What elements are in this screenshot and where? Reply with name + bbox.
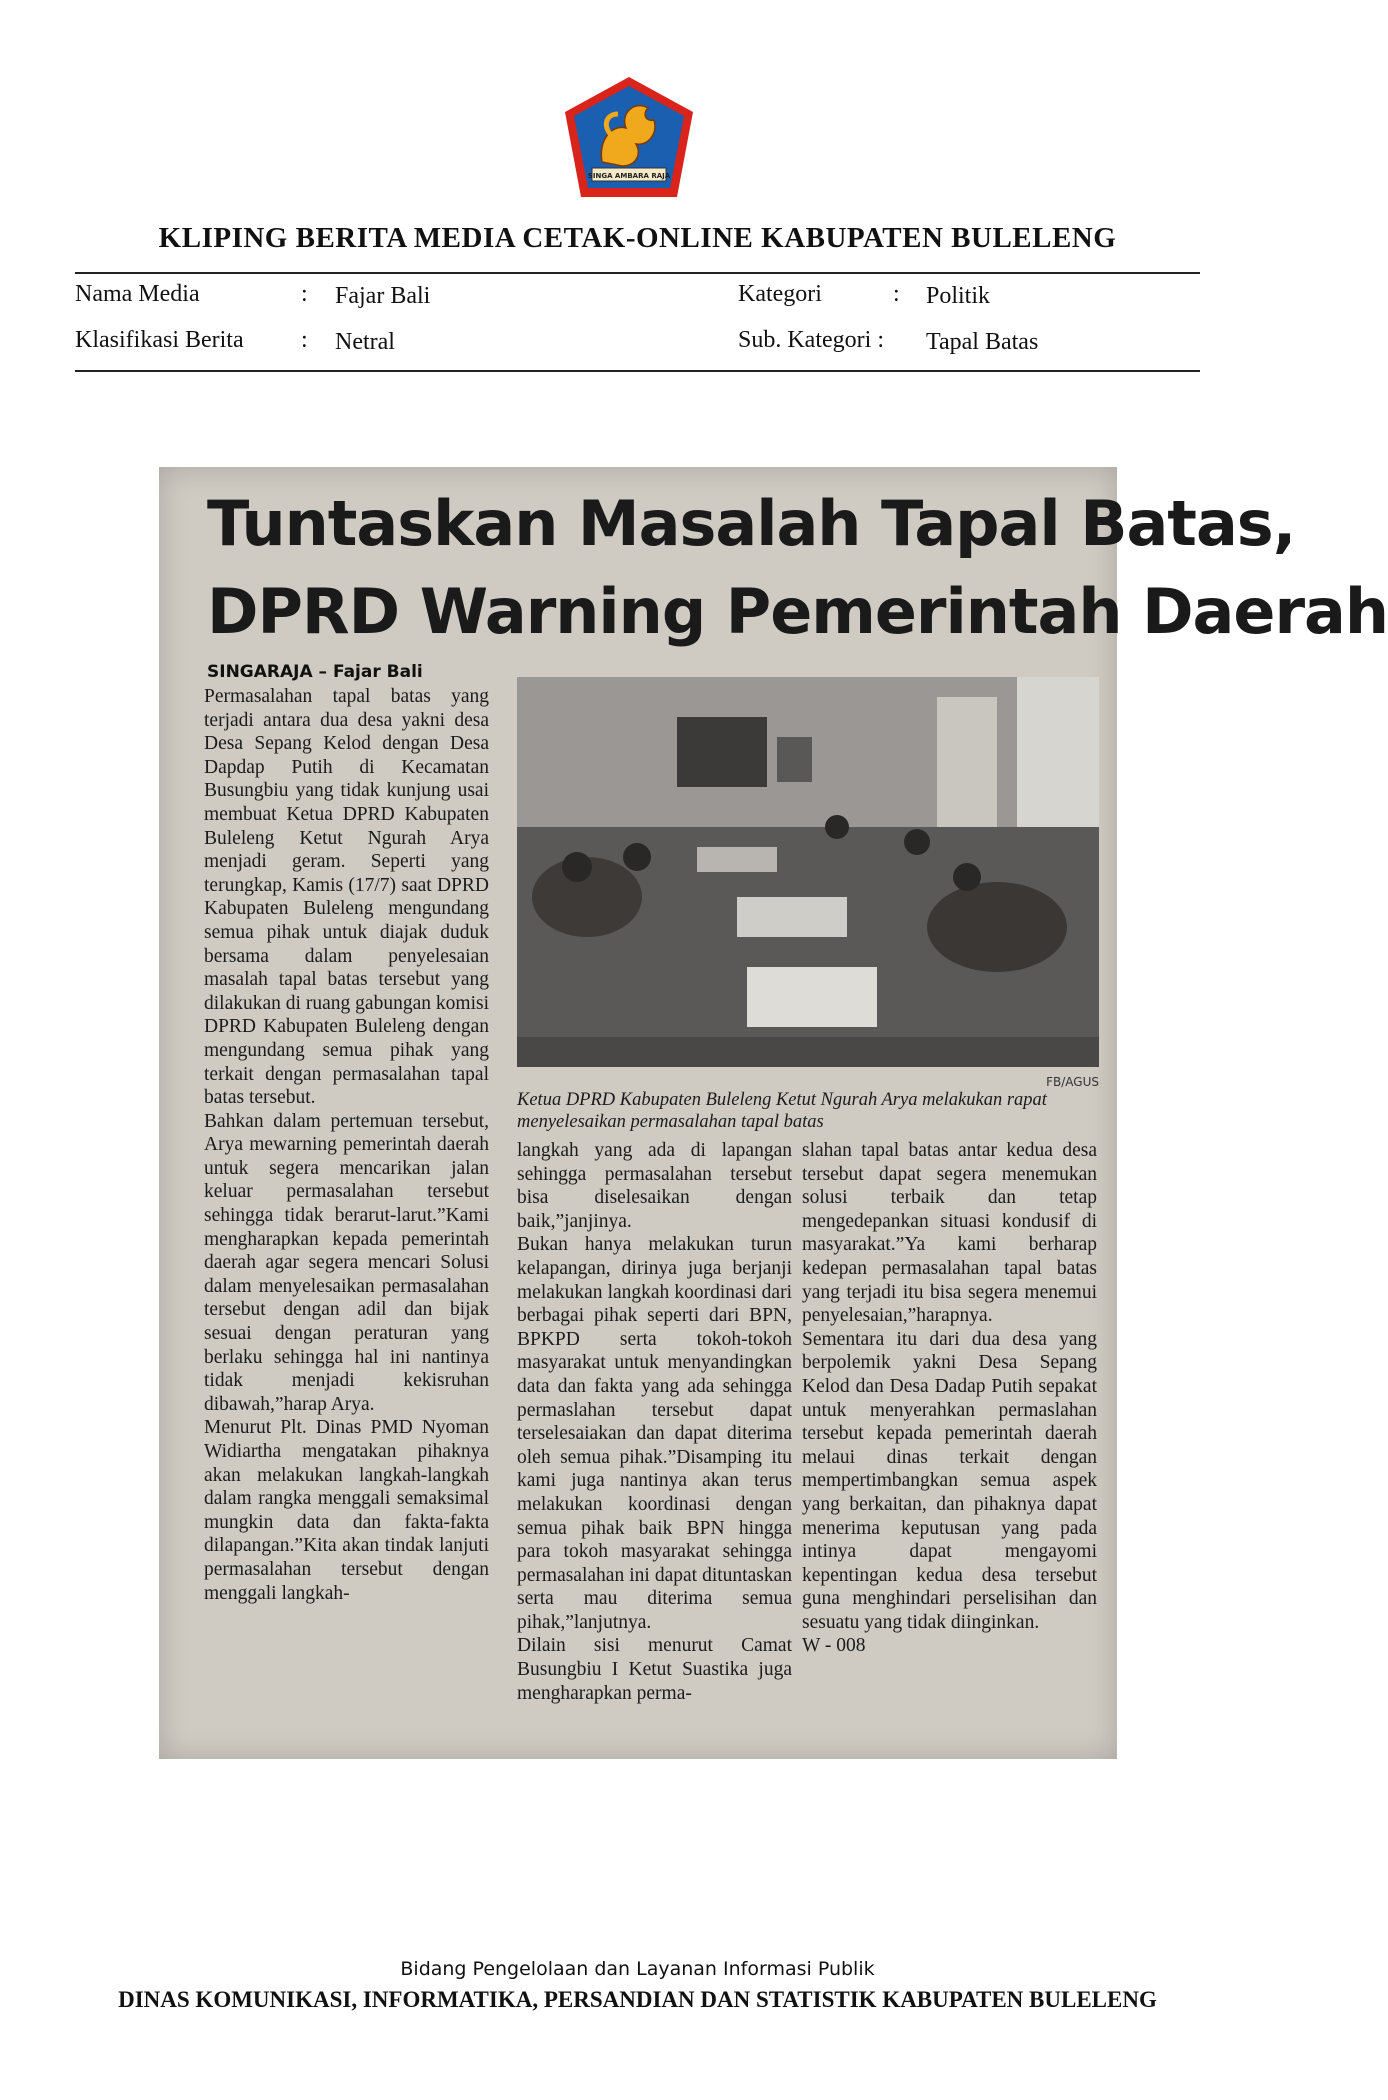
article-column-3: slahan tapal batas antar kedua desa tersebut dapat segera menemukan solusi terbaik dan tetap mengedepankan situasi kondusif di masyarakat.”Ya kami berharap kedepan permasalahan tapal batas yang terjadi itu bisa segera menemui penyelesaian,”harapnya. Sementara itu dari dua desa yang berpolemik yakni Desa Sepang Kelod dan Desa Dadap Putih sepakat untuk menyerahkan permaslahan tersebut kepada pemerintah daerah melaui dinas terkait dengan mempertimbangkan semua aspek yang berkaitan, dan pihaknya dapat menerima keputusan yang pada intinya dapat mengayomi kepentingan kedua desa tersebut guna menghindari perselisihan dan sesuatu yang tidak diinginkan. W - 008: [802, 1140, 1097, 1657]
photo-credit: FB/AGUS: [1046, 1075, 1099, 1089]
footer-division: Bidang Pengelolaan dan Layanan Informasi Publik: [400, 1958, 875, 1980]
footer-agency: DINAS KOMUNIKASI, INFORMATIKA, PERSANDIAN DAN STATISTIK KABUPATEN BULELENG: [118, 1987, 1157, 2012]
photo-caption: Ketua DPRD Kabupaten Buleleng Ketut Ngurah Arya melakukan rapat menyelesaikan permasalahan tapal batas: [517, 1090, 1047, 1132]
logo-motto: SINGA AMBARA RAJA: [587, 172, 671, 180]
klasifikasi-colon: :: [301, 327, 308, 353]
kategori-value: Politik: [926, 283, 991, 309]
article-column-1: Permasalahan tapal batas yang terjadi antara dua desa yakni desa Desa Sepang Kelod dengan Desa Dapdap Putih di Kecamatan Busungbiu yang tidak kunjung usai membuat Ketua DPRD Kabupaten Buleleng Ketut Ngurah Arya menjadi geram. Seperti yang terungkap, Kamis (17/7) saat DPRD Kabupaten Buleleng mengundang semua pihak untuk diajak duduk bersama dalam penyelesaian masalah tapal batas tersebut yang dilakukan di ruang gabungan komisi DPRD Kabupaten Buleleng dengan mengundang semua pihak yang terkait dengan permasalahan tapal batas tersebut. Bahkan dalam pertemuan tersebut, Arya mewarning pemerintah daerah untuk segera mencarikan jalan keluar permasalahan tersebut sehingga tidak berarut-larut.”Kami mengharapkan kepada pemerintah daerah agar segera mencari Solusi dalam menyelesaikan permasalahan tersebut dengan adil dan bijak sesuai dengan peraturan yang berlaku sehingga hal ini nantinya tidak menjadi kekisruhan dibawah,”harap Arya. Menurut Plt. Dinas PMD Nyoman Widiartha mengatakan pihaknya akan melakukan langkah-langkah dalam rangka menggali semaksimal mungkin data dan fakta-fakta dilapangan.”Kita akan tindak lanjuti permasalahan tersebut dengan menggali langkah-: [204, 686, 489, 1604]
kategori-label: Kategori: [738, 281, 822, 307]
article-column-2: langkah yang ada di lapangan sehingga permasalahan tersebut bisa diselesaikan dengan baik,”janjinya. Bukan hanya melakukan turun kelapangan, dirinya juga berjanji melakukan langkah koordinasi dari berbagai pihak seperti dari BPN, BPKPD serta tokoh-tokoh masyarakat untuk menyandingkan data dan fakta yang ada sehingga permaslahan tersebut dapat terselesaiakan dan dapat diterima oleh semua pihak.”Disamping itu kami juga nantinya akan terus melakukan koordinasi dengan semua pihak baik BPN hingga para tokoh masyarakat sehingga permasalahan ini dapat dituntaskan serta mau diterima semua pihak,”lanjutnya. Dilain sisi menurut Camat Busungbiu I Ketut Suastika juga mengharapkan perma-: [517, 1140, 792, 1704]
dateline: SINGARAJA – Fajar Bali: [207, 662, 423, 682]
klasifikasi-label: Klasifikasi Berita: [75, 327, 244, 353]
header-bottom-rule: [75, 370, 1200, 372]
header-top-rule: [75, 272, 1200, 274]
headline-line-2: DPRD Warning Pemerintah Daerah: [207, 575, 1388, 648]
media-label: Nama Media: [75, 281, 200, 307]
kategori-colon: :: [893, 281, 900, 307]
headline-line-1: Tuntaskan Masalah Tapal Batas,: [207, 487, 1296, 560]
klasifikasi-value: Netral: [335, 329, 395, 355]
media-colon: :: [301, 281, 308, 307]
meeting-photo-image: [517, 677, 1099, 1067]
buleleng-crest-logo: [562, 74, 696, 200]
subkategori-label: Sub. Kategori :: [738, 327, 884, 353]
meeting-photo: [517, 677, 1099, 1067]
media-value: Fajar Bali: [335, 283, 431, 309]
subkategori-value: Tapal Batas: [926, 329, 1039, 355]
newspaper-clipping: [159, 467, 1388, 1759]
document-title: KLIPING BERITA MEDIA CETAK-ONLINE KABUPATEN BULELENG: [158, 222, 1117, 254]
